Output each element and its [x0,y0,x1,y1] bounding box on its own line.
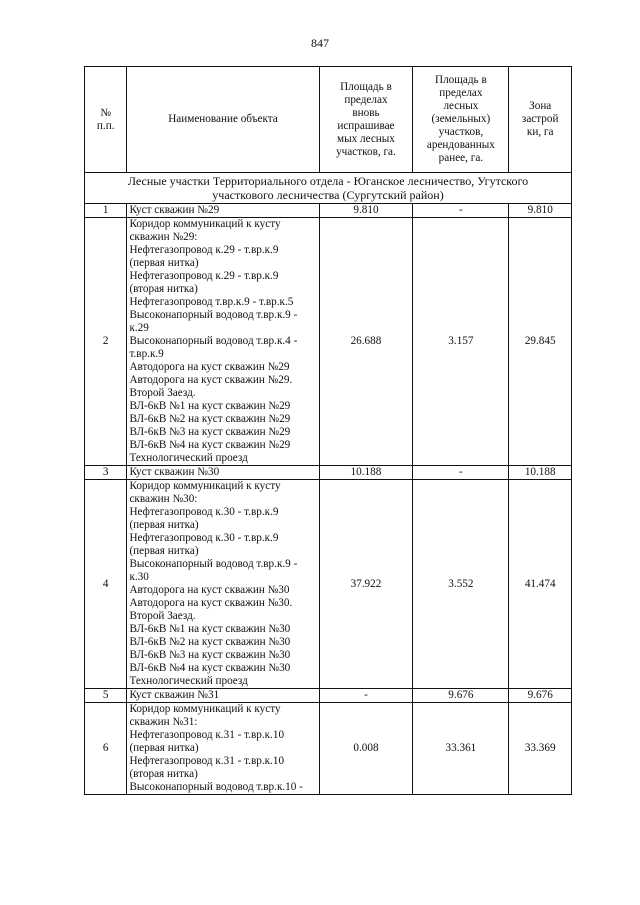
table-row [85,466,572,480]
row-area-leased: 3.157 [413,218,509,466]
row-zone: 41.474 [509,480,572,689]
section-row [85,173,572,204]
row-name: Куст скважин №29 [127,204,319,218]
header-area-new: Площадь в пределах вновь испрашивае мых лесных участков, га. [319,67,413,173]
table-row [85,218,572,466]
table-row [85,204,572,218]
row-num: 1 [85,204,127,218]
row-zone: 33.369 [509,703,572,795]
row-zone: 9.810 [509,204,572,218]
row-area-leased: - [413,466,509,480]
row-area-new: 37.922 [319,480,413,689]
header-area-leased: Площадь в пределах лесных (земельных) участков, арендованных ранее, га. [413,67,509,173]
row-area-new: 0.008 [319,703,413,795]
row-area-leased: 9.676 [413,689,509,703]
row-num: 5 [85,689,127,703]
row-area-leased: 3.552 [413,480,509,689]
row-num: 3 [85,466,127,480]
row-name: Коридор коммуникаций к кусту скважин №31: Нефтегазопровод к.31 - т.вр.к.10 (первая нитка) Нефтегазопровод к.31 - т.вр.к.10 (вторая нитка) Высоконапорный водовод т.вр.к.10 - [127,703,319,795]
row-name: Коридор коммуникаций к кусту скважин №30: Нефтегазопровод к.30 - т.вр.к.9 (первая нитка) Нефтегазопровод к.30 - т.вр.к.9 (первая нитка) Высоконапорный водовод т.вр.к.9 - к.30 Автодорога на куст скважин №30 Автодорога на куст скважин №30. Второй Заезд. ВЛ-6кВ №1 на куст скважин №30 ВЛ-6кВ №2 на куст скважин №30 ВЛ-6кВ №3 на куст скважин №30 ВЛ-6кВ №4 на куст скважин №30 Технологический проезд [127,480,319,689]
row-area-new: 9.810 [319,204,413,218]
section-title: Лесные участки Территориального отдела - Юганское лесничество, Угутского участкового лесничества (Сургутский район) [85,173,572,204]
table-header-row [85,67,572,173]
row-name: Куст скважин №31 [127,689,319,703]
forest-plots-table [84,66,572,795]
row-area-new: 10.188 [319,466,413,480]
row-num: 2 [85,218,127,466]
page-number: 847 [311,36,329,50]
row-area-leased: - [413,204,509,218]
row-zone: 10.188 [509,466,572,480]
row-zone: 29.845 [509,218,572,466]
table-row [85,480,572,689]
row-zone: 9.676 [509,689,572,703]
row-area-new: 26.688 [319,218,413,466]
row-num: 4 [85,480,127,689]
header-zone: Зона застрой ки, га [509,67,572,173]
row-name: Куст скважин №30 [127,466,319,480]
table-row [85,703,572,795]
row-area-new: - [319,689,413,703]
row-area-leased: 33.361 [413,703,509,795]
row-num: 6 [85,703,127,795]
row-name: Коридор коммуникаций к кусту скважин №29: Нефтегазопровод к.29 - т.вр.к.9 (первая нитка) Нефтегазопровод к.29 - т.вр.к.9 (вторая нитка) Нефтегазопровод т.вр.к.9 - т.вр.к.5 Высоконапорный водовод т.вр.к.9 - к.29 Высоконапорный водовод т.вр.к.4 - т.вр.к.9 Автодорога на куст скважин №29 Автодорога на куст скважин №29. Второй Заезд. ВЛ-6кВ №1 на куст скважин №29 ВЛ-6кВ №2 на куст скважин №29 ВЛ-6кВ №3 на куст скважин №29 ВЛ-6кВ №4 на куст скважин №29 Технологический проезд [127,218,319,466]
header-name: Наименование объекта [127,67,319,173]
header-num: № п.п. [85,67,127,173]
table-row [85,689,572,703]
